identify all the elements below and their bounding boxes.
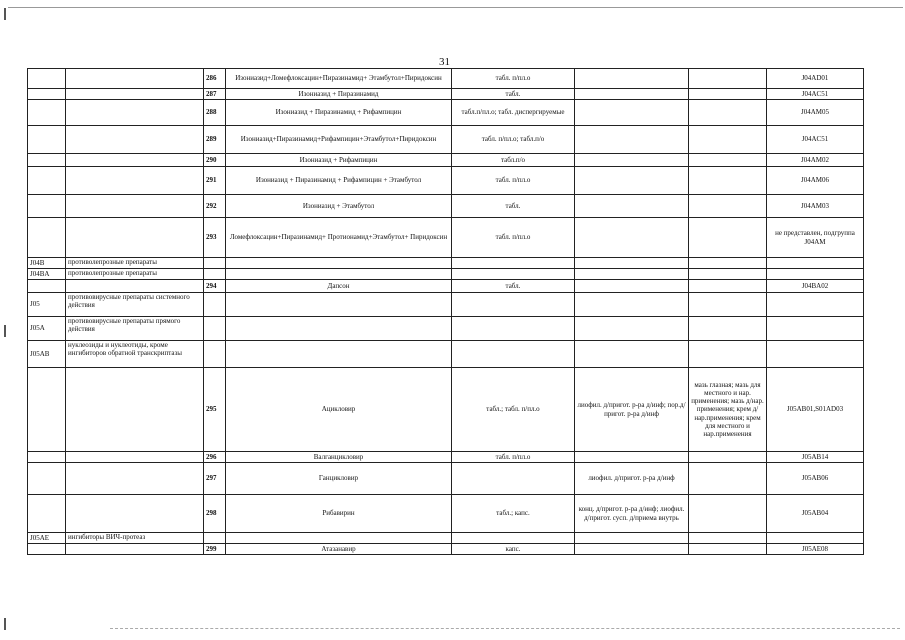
row-atx-code: J04BA	[28, 269, 66, 280]
row-atx-reference: J04AC51	[767, 89, 864, 100]
row-external-form	[689, 293, 767, 317]
row-number	[204, 269, 226, 280]
row-oral-form: табл.; капс.	[452, 495, 575, 533]
row-number: 290	[204, 154, 226, 167]
table-row	[28, 154, 864, 167]
row-atx-reference: J05AE08	[767, 544, 864, 555]
row-injection-form: лиофил. д/пригот. р-ра д/инф; пор.д/пригот. р-ра д/инф	[575, 368, 689, 452]
row-number: 294	[204, 280, 226, 293]
left-edge-mark	[4, 325, 6, 337]
row-number	[204, 258, 226, 269]
left-edge-mark	[4, 8, 6, 20]
row-oral-form: капс.	[452, 544, 575, 555]
row-group-name	[66, 368, 204, 452]
row-atx-code: J04B	[28, 258, 66, 269]
row-atx-code	[28, 280, 66, 293]
row-external-form	[689, 341, 767, 368]
row-injection-form	[575, 258, 689, 269]
row-injection-form	[575, 341, 689, 368]
table-row	[28, 89, 864, 100]
row-number: 292	[204, 195, 226, 218]
table-row	[28, 368, 864, 452]
row-atx-reference: J05AB01,S01AD03	[767, 368, 864, 452]
row-injection-form	[575, 89, 689, 100]
table-row	[28, 463, 864, 495]
row-number: 291	[204, 167, 226, 195]
row-atx-code	[28, 218, 66, 258]
row-oral-form	[452, 341, 575, 368]
row-external-form	[689, 495, 767, 533]
row-injection-form	[575, 280, 689, 293]
row-group-name	[66, 69, 204, 89]
row-group-name	[66, 452, 204, 463]
row-group-name	[66, 126, 204, 154]
row-injection-form	[575, 218, 689, 258]
row-group-name	[66, 167, 204, 195]
row-drug-name	[226, 269, 452, 280]
row-oral-form	[452, 317, 575, 341]
row-external-form	[689, 218, 767, 258]
row-number: 289	[204, 126, 226, 154]
table-row	[28, 167, 864, 195]
row-number: 299	[204, 544, 226, 555]
row-number	[204, 533, 226, 544]
row-atx-code	[28, 368, 66, 452]
row-external-form	[689, 195, 767, 218]
row-external-form	[689, 463, 767, 495]
row-atx-reference	[767, 293, 864, 317]
row-atx-reference: J04AM03	[767, 195, 864, 218]
row-number: 286	[204, 69, 226, 89]
row-injection-form	[575, 317, 689, 341]
row-oral-form	[452, 293, 575, 317]
row-external-form	[689, 533, 767, 544]
row-oral-form: табл. п/пл.о	[452, 452, 575, 463]
row-oral-form: табл. п/пл.о	[452, 69, 575, 89]
row-atx-code	[28, 544, 66, 555]
row-group-name: противолепрозные препараты	[66, 258, 204, 269]
row-number	[204, 317, 226, 341]
row-drug-name: Ацикловир	[226, 368, 452, 452]
row-oral-form: табл.п/о	[452, 154, 575, 167]
row-injection-form: конц. д/пригот. р-ра д/инф; лиофил. д/пригот. сусп. д/приема внутрь	[575, 495, 689, 533]
row-atx-code: J05	[28, 293, 66, 317]
row-atx-reference	[767, 533, 864, 544]
table-row	[28, 495, 864, 533]
row-atx-code	[28, 167, 66, 195]
row-oral-form: табл. п/пл.о; табл.п/о	[452, 126, 575, 154]
table-row	[28, 218, 864, 258]
row-group-name	[66, 100, 204, 126]
row-drug-name: Дапсон	[226, 280, 452, 293]
row-group-name	[66, 495, 204, 533]
table-row	[28, 317, 864, 341]
table-row	[28, 293, 864, 317]
row-group-name: противовирусные препараты прямого действия	[66, 317, 204, 341]
row-group-name	[66, 280, 204, 293]
row-atx-reference: J04AM06	[767, 167, 864, 195]
row-group-name	[66, 544, 204, 555]
row-oral-form: табл.п/пл.о; табл. диспергируемые	[452, 100, 575, 126]
row-group-name	[66, 154, 204, 167]
row-external-form	[689, 89, 767, 100]
row-drug-name: Изониазид+Пиразинамид+Рифампицин+Этамбутол+Пиридоксин	[226, 126, 452, 154]
row-external-form	[689, 452, 767, 463]
row-external-form: мазь глазная; мазь для местного и нар. применения; мазь д/нар. применения; крем д/нар.применения; крем для местного и нар.применения	[689, 368, 767, 452]
row-external-form	[689, 317, 767, 341]
row-drug-name: Рибавирин	[226, 495, 452, 533]
table-row	[28, 100, 864, 126]
table-row	[28, 69, 864, 89]
table-row	[28, 195, 864, 218]
row-atx-reference: не представлен, подгруппа J04AM	[767, 218, 864, 258]
row-injection-form	[575, 126, 689, 154]
row-external-form	[689, 126, 767, 154]
row-drug-name: Ломефлоксацин+Пиразинамид+ Протионамид+Этамбутол+ Пиридоксин	[226, 218, 452, 258]
row-atx-code	[28, 154, 66, 167]
row-number: 295	[204, 368, 226, 452]
row-atx-code: J05AE	[28, 533, 66, 544]
row-atx-code: J05AB	[28, 341, 66, 368]
page-number: 31	[439, 56, 450, 68]
row-oral-form	[452, 533, 575, 544]
row-oral-form: табл.	[452, 195, 575, 218]
row-external-form	[689, 154, 767, 167]
row-number: 293	[204, 218, 226, 258]
row-oral-form: табл.; табл. п/пл.о	[452, 368, 575, 452]
row-atx-reference: J04AM05	[767, 100, 864, 126]
row-injection-form	[575, 167, 689, 195]
row-number: 287	[204, 89, 226, 100]
table-row	[28, 533, 864, 544]
row-group-name: противолепрозные препараты	[66, 269, 204, 280]
row-drug-name: Атазанавир	[226, 544, 452, 555]
row-number: 296	[204, 452, 226, 463]
row-atx-reference	[767, 258, 864, 269]
row-atx-code	[28, 463, 66, 495]
row-atx-code	[28, 195, 66, 218]
row-drug-name: Валганцикловир	[226, 452, 452, 463]
row-atx-code	[28, 126, 66, 154]
row-oral-form: табл. п/пл.о	[452, 167, 575, 195]
row-external-form	[689, 69, 767, 89]
row-atx-code: J05A	[28, 317, 66, 341]
table-row	[28, 452, 864, 463]
row-drug-name	[226, 341, 452, 368]
row-external-form	[689, 258, 767, 269]
row-oral-form	[452, 269, 575, 280]
row-oral-form: табл.	[452, 89, 575, 100]
row-number	[204, 341, 226, 368]
left-edge-mark	[4, 618, 6, 630]
bottom-rule	[110, 628, 900, 629]
table-row	[28, 280, 864, 293]
row-atx-reference: J04AD01	[767, 69, 864, 89]
row-group-name	[66, 195, 204, 218]
row-atx-code	[28, 89, 66, 100]
row-atx-reference	[767, 341, 864, 368]
row-number	[204, 293, 226, 317]
row-drug-name: Изониазид + Рифампицин	[226, 154, 452, 167]
row-atx-reference	[767, 317, 864, 341]
row-drug-name: Изониазид + Пиразинамид	[226, 89, 452, 100]
row-external-form	[689, 280, 767, 293]
row-oral-form	[452, 463, 575, 495]
row-injection-form	[575, 544, 689, 555]
row-injection-form	[575, 100, 689, 126]
row-drug-name	[226, 258, 452, 269]
table-row	[28, 269, 864, 280]
row-atx-code	[28, 495, 66, 533]
row-injection-form	[575, 452, 689, 463]
row-atx-reference: J04AM02	[767, 154, 864, 167]
row-injection-form	[575, 154, 689, 167]
row-atx-code	[28, 100, 66, 126]
row-oral-form: табл.	[452, 280, 575, 293]
row-oral-form	[452, 258, 575, 269]
top-rule	[8, 7, 903, 8]
row-external-form	[689, 269, 767, 280]
table-row	[28, 341, 864, 368]
row-drug-name	[226, 533, 452, 544]
row-oral-form: табл. п/пл.о	[452, 218, 575, 258]
row-injection-form	[575, 293, 689, 317]
row-injection-form	[575, 69, 689, 89]
row-drug-name: Изониазид + Пиразинамид + Рифампицин	[226, 100, 452, 126]
row-atx-reference: J05AB04	[767, 495, 864, 533]
row-external-form	[689, 167, 767, 195]
row-group-name: нуклеозиды и нуклеотиды, кроме ингибиторов обратной транскриптазы	[66, 341, 204, 368]
row-atx-reference: J05AB06	[767, 463, 864, 495]
row-drug-name: Изониазид + Пиразинамид + Рифампицин + Этамбутол	[226, 167, 452, 195]
row-group-name: противовирусные препараты системного действия	[66, 293, 204, 317]
row-atx-reference: J04AC51	[767, 126, 864, 154]
row-injection-form: лиофил. д/пригот. р-ра д/инф	[575, 463, 689, 495]
row-group-name: ингибиторы ВИЧ-протеаз	[66, 533, 204, 544]
row-external-form	[689, 544, 767, 555]
row-number: 297	[204, 463, 226, 495]
table-row	[28, 126, 864, 154]
row-atx-reference: J04BA02	[767, 280, 864, 293]
row-drug-name: Ганцикловир	[226, 463, 452, 495]
row-drug-name	[226, 317, 452, 341]
row-number: 298	[204, 495, 226, 533]
row-atx-code	[28, 452, 66, 463]
row-external-form	[689, 100, 767, 126]
row-atx-reference: J05AB14	[767, 452, 864, 463]
row-injection-form	[575, 269, 689, 280]
row-injection-form	[575, 195, 689, 218]
row-drug-name: Изониазид+Ломефлоксацин+Пиразинамид+ Этамбутол+Пиридоксин	[226, 69, 452, 89]
medication-table	[27, 68, 864, 555]
row-atx-reference	[767, 269, 864, 280]
row-group-name	[66, 89, 204, 100]
row-drug-name	[226, 293, 452, 317]
row-injection-form	[575, 533, 689, 544]
row-group-name	[66, 218, 204, 258]
table-row	[28, 544, 864, 555]
row-drug-name: Изониазид + Этамбутол	[226, 195, 452, 218]
row-group-name	[66, 463, 204, 495]
table-row	[28, 258, 864, 269]
row-atx-code	[28, 69, 66, 89]
row-number: 288	[204, 100, 226, 126]
